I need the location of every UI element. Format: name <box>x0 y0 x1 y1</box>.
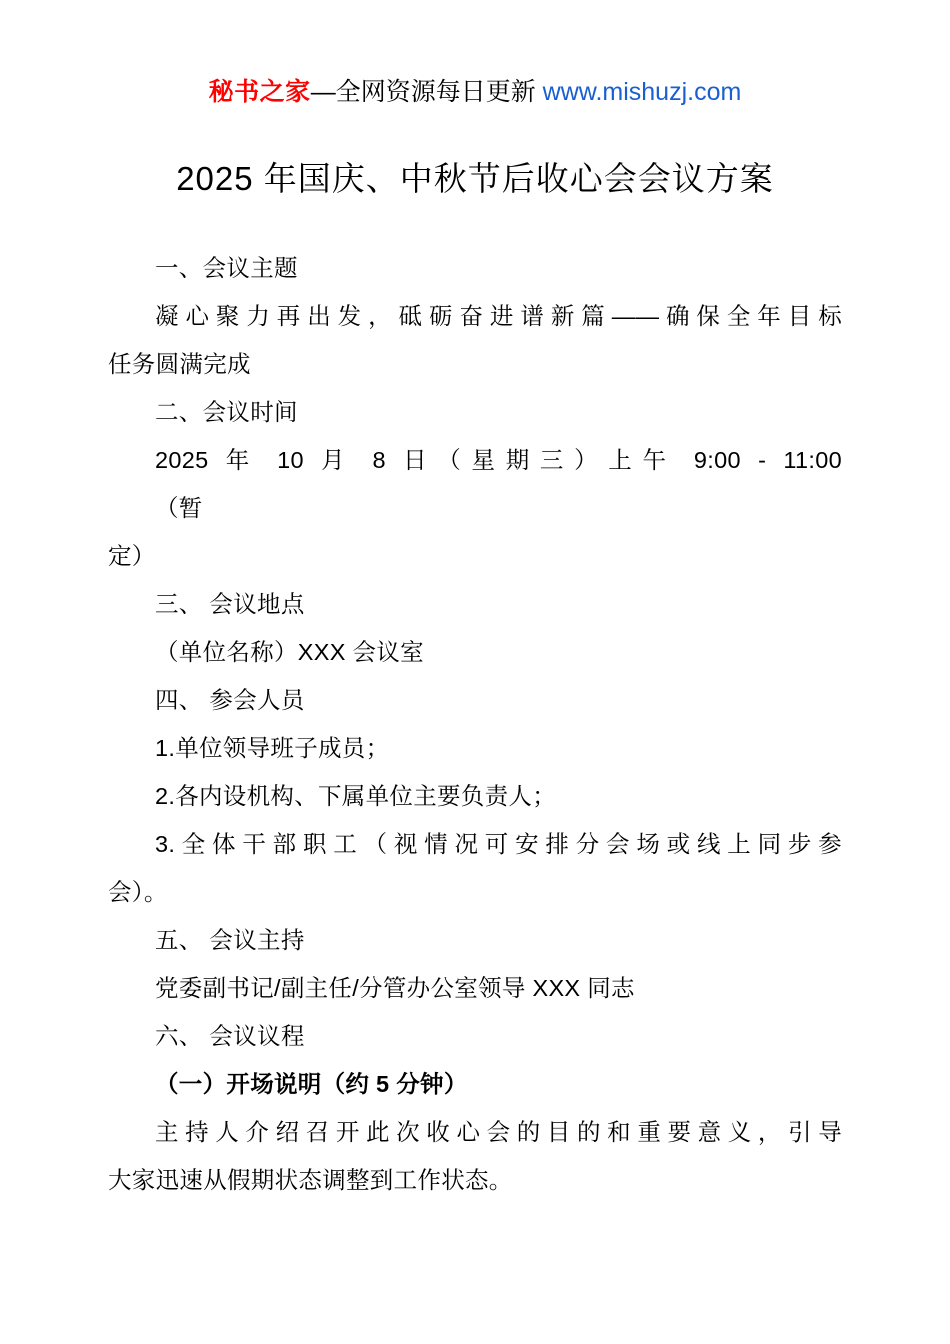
section-4-item-3-cont: 会）。 <box>108 879 168 905</box>
site-brand-label: 秘书之家 <box>208 78 311 106</box>
site-tagline-label: —全网资源每日更新 <box>310 78 536 106</box>
section-heading-2: 二、会议时间 <box>155 399 298 425</box>
section-heading-1: 一、会议主题 <box>155 255 298 281</box>
site-watermark-header <box>108 74 842 110</box>
section-4-item-2: 2.各内设机构、下属单位主要负责人； <box>155 783 556 809</box>
section-6-subheading-1: （一）开场说明（约 5 分钟） <box>155 1071 468 1097</box>
document-body <box>108 246 842 1202</box>
section-1-line-1: 凝心聚力再出发，砥砺奋进谱新篇——确保全年目标 <box>155 303 842 329</box>
section-3-line-1: （单位名称）XXX 会议室 <box>155 639 424 665</box>
section-heading-6: 六、 会议议程 <box>155 1023 305 1049</box>
page-title: 2025 年国庆、中秋节后收心会会议方案 <box>176 160 774 197</box>
section-6-sub-1-line-1: 主持人介绍召开此次收心会的目的和重要意义，引导 <box>155 1119 842 1145</box>
section-heading-4: 四、 参会人员 <box>155 687 305 713</box>
section-heading-3: 三、 会议地点 <box>155 591 305 617</box>
site-url-link[interactable]: www.mishuzj.com <box>542 78 742 106</box>
section-1-line-2: 任务圆满完成 <box>108 351 251 377</box>
section-5-line-1: 党委副书记/副主任/分管办公室领导 XXX 同志 <box>155 975 635 1001</box>
section-2-line-1: 2025 年 10 月 8 日（星期三）上午 9:00 - 11:00 <box>155 447 842 473</box>
section-2-line-2: （暂 <box>155 495 203 521</box>
section-4-item-1: 1.单位领导班子成员； <box>155 735 390 761</box>
section-6-sub-1-line-2: 大家迅速从假期状态调整到工作状态。 <box>108 1167 513 1193</box>
section-heading-5: 五、 会议主持 <box>155 927 305 953</box>
section-2-line-3: 定） <box>108 543 156 569</box>
section-4-item-3: 3.全体干部职工（视情况可安排分会场或线上同步参 <box>155 831 842 857</box>
